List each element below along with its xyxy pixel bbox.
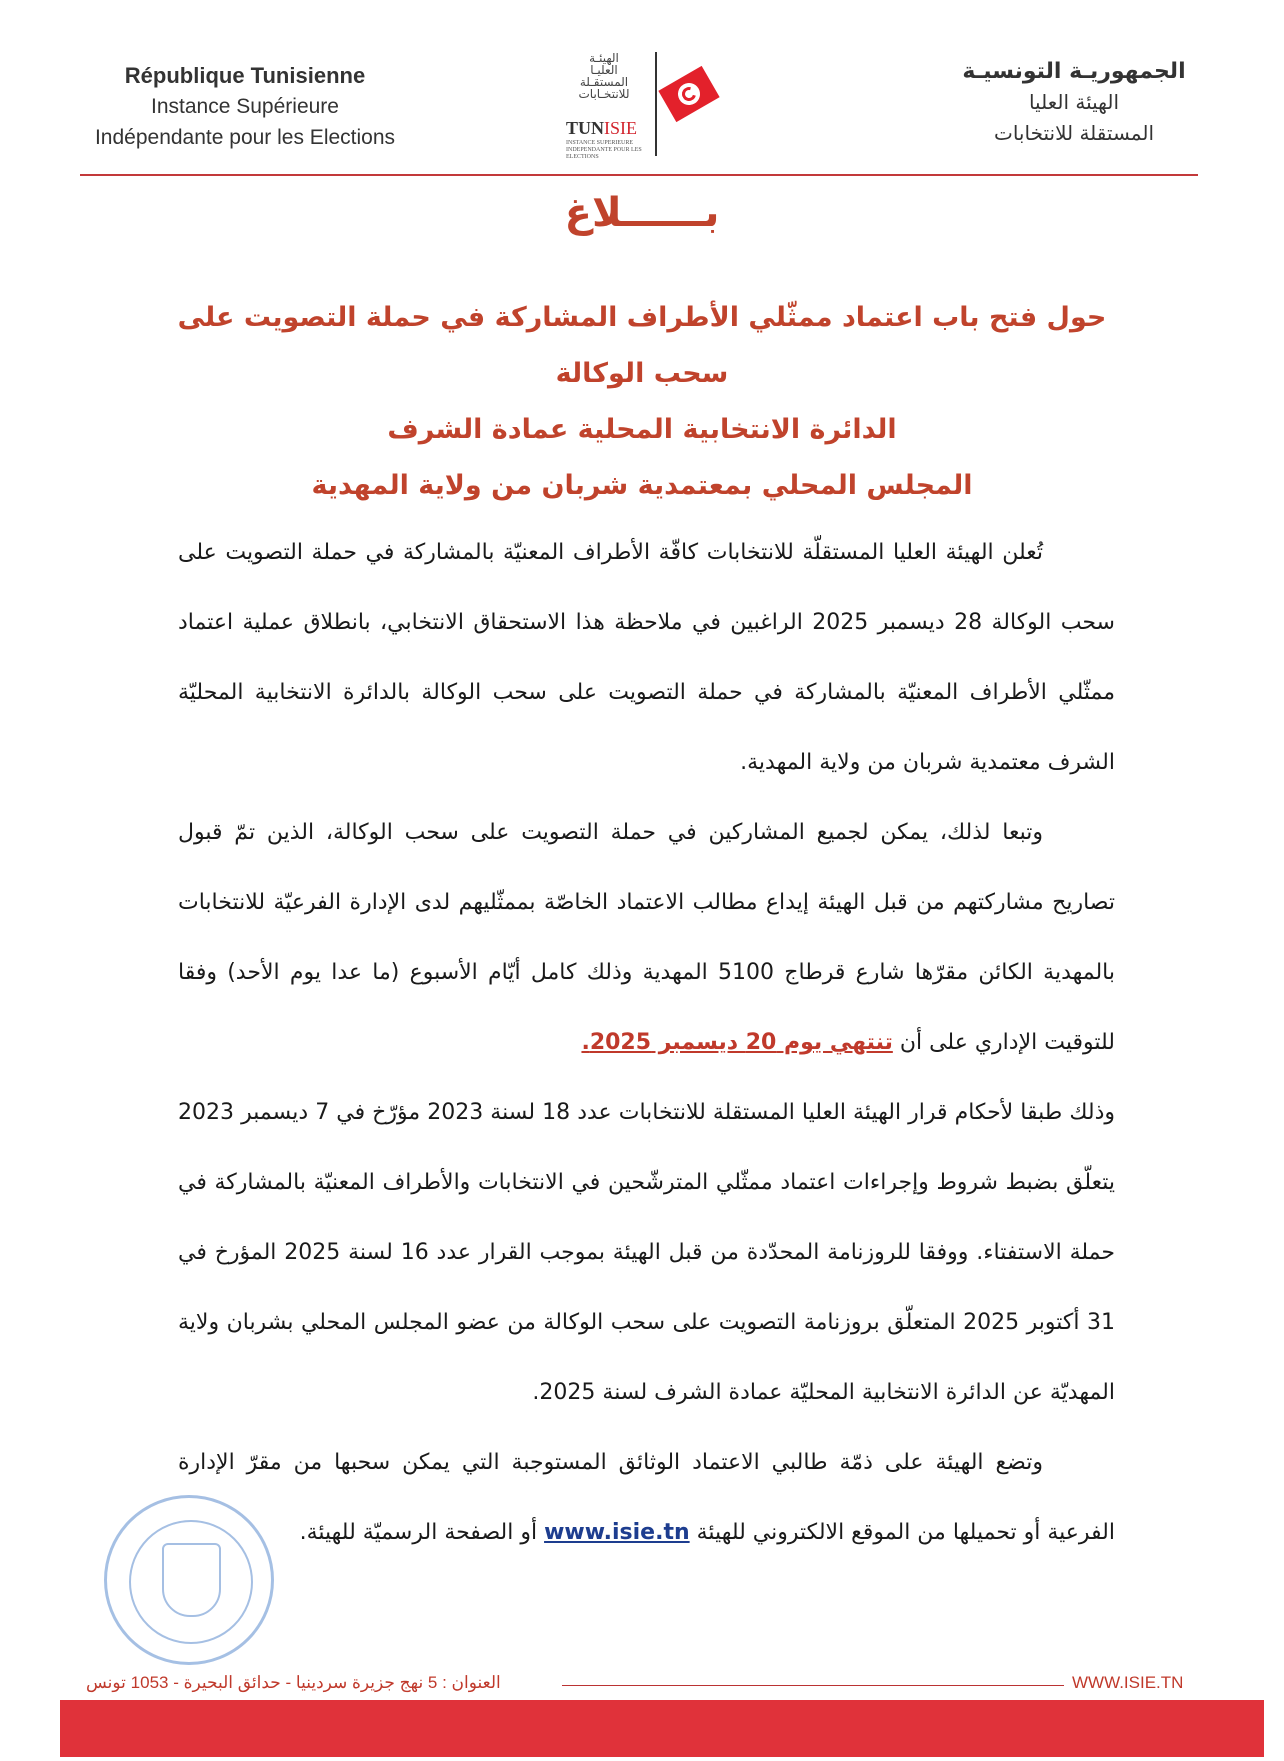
document-subtitle: [140, 290, 1144, 514]
paragraph-submission: [178, 798, 1115, 1078]
logo-arabic-line: المستقـلة: [579, 75, 629, 89]
tunisia-flag-icon: [658, 66, 719, 122]
paragraph-announcement: تُعلن الهيئة العليا المستقلّة للانتخابات كافّة الأطراف المعنيّة بالمشاركة في حملة التصويت على سحب الوكالة 28 ديسمبر 2025 الراغبين في ملاحظة هذا الاستحقاق الانتخابي، بانطلاق عملية اعتماد ممثّلي الأطراف المعنيّة بالمشاركة في حملة التصويت على سحب الوكالة بالدائرة الانتخابية المحليّة الشرف معتمدية شربان من ولاية المهدية.: [178, 540, 1115, 775]
logo-divider: [655, 52, 657, 156]
header-french-line-3: Indépendante pour les Elections: [94, 126, 396, 149]
paragraph-submission-text: وتبعا لذلك، يمكن لجميع المشاركين في حملة التصويت على سحب الوكالة، الذين تمّ قبول تصاريح مشاركتهم من قبل الهيئة إيداع مطالب الاعتماد الخاصّة بممثّليهم لدى الإدارة الفرعيّة للانتخابات بالمهدية الكائن مقرّها شارع قرطاج 5100 المهدية وذلك كامل أيّام الأسبوع (ما عدا يوم الأحد) وفقا للتوقيت الإداري على أن: [178, 820, 1115, 1055]
logo-arabic-line: الهيئـة: [589, 51, 619, 65]
logo-arabic: [564, 52, 644, 100]
logo-subtitle: INSTANCE SUPERIEURE INDEPENDANTE POUR LES ELECTIONS: [566, 140, 642, 160]
subtitle-line: الدائرة الانتخابية المحلية عمادة الشرف: [387, 414, 897, 445]
document-title: بــــــلاغ: [564, 190, 720, 236]
footer-website: WWW.ISIE.TN: [1072, 1673, 1184, 1692]
header-french-line-2: Instance Supérieure: [151, 95, 339, 118]
header-divider: [80, 174, 1198, 176]
header-french: [70, 60, 420, 153]
isie-website-link[interactable]: www.isie.tn: [544, 1520, 690, 1545]
paragraph-documents: [178, 1428, 1115, 1568]
deadline-text: تنتهي يوم 20 ديسمبر 2025.: [581, 1030, 893, 1055]
isie-logo: [560, 52, 720, 162]
header-arabic-line-2: الهيئة العليا: [1028, 90, 1120, 114]
subtitle-line: المجلس المحلي بمعتمدية شربان من ولاية المهدية: [311, 470, 973, 501]
subtitle-line: حول فتح باب اعتماد ممثّلي الأطراف المشاركة في حملة التصويت على سحب الوكالة: [177, 302, 1107, 389]
header-arabic-line-3: المستقلة للانتخابات: [993, 121, 1155, 145]
paragraph-documents-end: أو الصفحة الرسميّة للهيئة.: [299, 1520, 545, 1545]
official-stamp: [104, 1495, 274, 1665]
header-french-line-1: République Tunisienne: [124, 63, 366, 88]
footer-address: العنوان : 5 نهج جزيرة سردينيا - حدائق البحيرة - 1053 تونس: [86, 1673, 501, 1692]
coat-of-arms-icon: [162, 1543, 221, 1617]
footer-divider: [562, 1685, 1064, 1686]
paragraph-legal-basis: وذلك طبقا لأحكام قرار الهيئة العليا المستقلة للانتخابات عدد 18 لسنة 2023 مؤرّخ في 7 ديسمبر 2023 يتعلّق بضبط شروط وإجراءات اعتماد ممثّلي المترشّحين في الانتخابات والأطراف المعنيّة بالمشاركة في حملة الاستفتاء. ووفقا للروزنامة المحدّدة من قبل الهيئة بموجب القرار عدد 16 لسنة 2025 المؤرخ في 31 أكتوبر 2025 المتعلّق بروزنامة التصويت على سحب الوكالة من عضو المجلس المحلي بشربان ولاية المهديّة عن الدائرة الانتخابية المحليّة عمادة الشرف لسنة 2025.: [178, 1100, 1116, 1405]
header-arabic: [944, 56, 1204, 149]
logo-brand: [566, 118, 637, 139]
logo-tun: TUN: [566, 118, 605, 138]
logo-arabic-line: للانتخـابات: [578, 87, 630, 101]
header-arabic-line-1: الجمهوريـة التونسيـة: [962, 59, 1186, 84]
logo-arabic-line: العليـا: [590, 63, 618, 77]
document-body: [178, 518, 1115, 1568]
logo-isie: ISIE: [604, 118, 638, 138]
footer-red-bar: [60, 1700, 1264, 1757]
paragraph-documents-text: وتضع الهيئة على ذمّة طالبي الاعتماد الوثائق المستوجبة التي يمكن سحبها من مقرّ الإدارة الفرعية أو تحميلها من الموقع الالكتروني للهيئة: [178, 1450, 1115, 1545]
